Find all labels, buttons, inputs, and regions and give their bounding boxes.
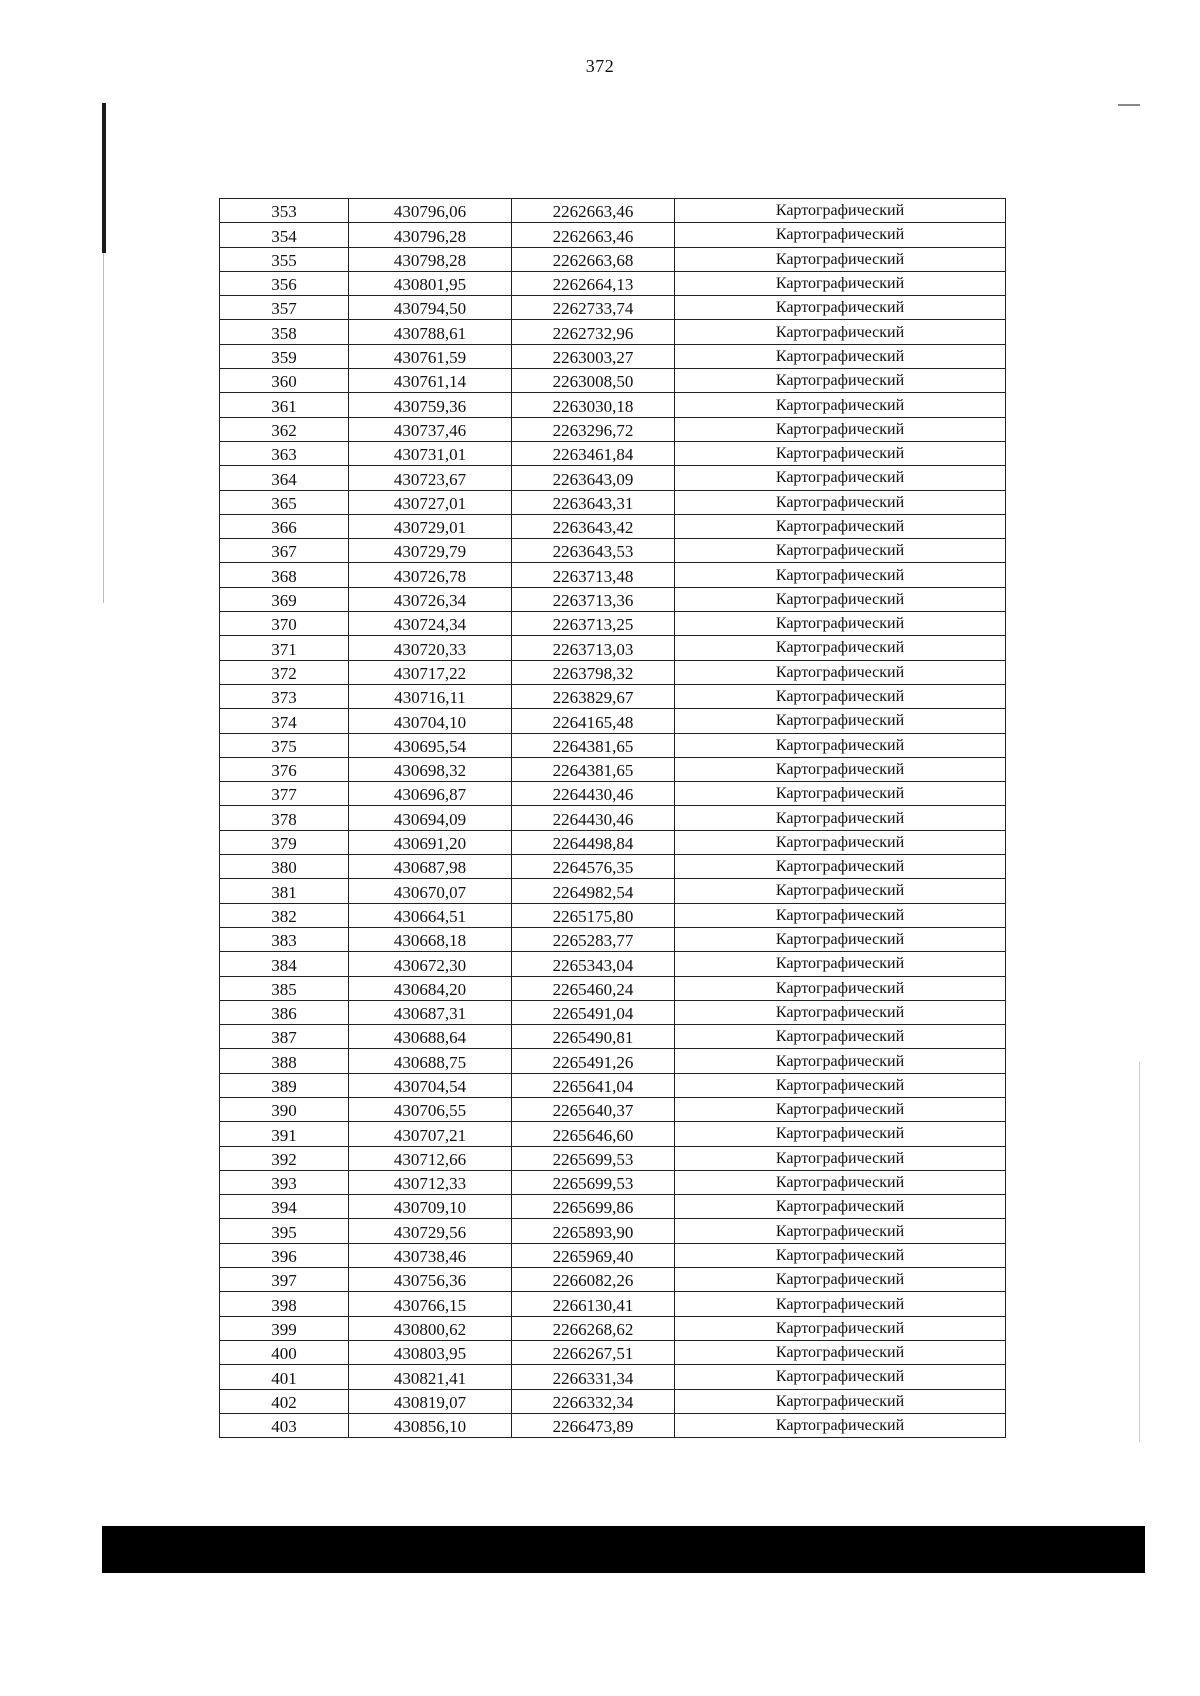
table-row [220, 1316, 1006, 1340]
table-row [220, 952, 1006, 976]
point-number-cell: 370 [220, 612, 349, 636]
table-row [220, 1413, 1006, 1437]
y-coordinate-cell: 2265969,40 [512, 1243, 675, 1267]
method-cell: Картографический [675, 1146, 1006, 1170]
method-cell: Картографический [675, 514, 1006, 538]
x-coordinate-cell: 430737,46 [349, 417, 512, 441]
method-cell: Картографический [675, 320, 1006, 344]
y-coordinate-cell: 2265640,37 [512, 1097, 675, 1121]
coordinates-table-body [220, 199, 1006, 1438]
method-cell: Картографический [675, 1268, 1006, 1292]
method-cell: Картографический [675, 903, 1006, 927]
y-coordinate-cell: 2264498,84 [512, 830, 675, 854]
point-number-cell: 380 [220, 855, 349, 879]
table-row [220, 757, 1006, 781]
table-row [220, 344, 1006, 368]
scan-edge-mark-left [102, 103, 106, 253]
point-number-cell: 391 [220, 1122, 349, 1146]
point-number-cell: 357 [220, 296, 349, 320]
point-number-cell: 385 [220, 976, 349, 1000]
method-cell: Картографический [675, 1000, 1006, 1024]
y-coordinate-cell: 2266082,26 [512, 1268, 675, 1292]
method-cell: Картографический [675, 612, 1006, 636]
table-row [220, 733, 1006, 757]
y-coordinate-cell: 2263296,72 [512, 417, 675, 441]
x-coordinate-cell: 430695,54 [349, 733, 512, 757]
table-row [220, 709, 1006, 733]
point-number-cell: 361 [220, 393, 349, 417]
method-cell: Картографический [675, 417, 1006, 441]
y-coordinate-cell: 2263643,09 [512, 466, 675, 490]
x-coordinate-cell: 430798,28 [349, 247, 512, 271]
table-row [220, 369, 1006, 393]
point-number-cell: 402 [220, 1389, 349, 1413]
y-coordinate-cell: 2262663,46 [512, 199, 675, 223]
table-row [220, 782, 1006, 806]
point-number-cell: 396 [220, 1243, 349, 1267]
table-row [220, 1243, 1006, 1267]
x-coordinate-cell: 430687,31 [349, 1000, 512, 1024]
table-row [220, 199, 1006, 223]
method-cell: Картографический [675, 1073, 1006, 1097]
y-coordinate-cell: 2262732,96 [512, 320, 675, 344]
y-coordinate-cell: 2263643,42 [512, 514, 675, 538]
table-row [220, 466, 1006, 490]
table-row [220, 1025, 1006, 1049]
y-coordinate-cell: 2265699,53 [512, 1146, 675, 1170]
x-coordinate-cell: 430712,33 [349, 1170, 512, 1194]
y-coordinate-cell: 2263798,32 [512, 660, 675, 684]
x-coordinate-cell: 430704,10 [349, 709, 512, 733]
table-row [220, 1122, 1006, 1146]
x-coordinate-cell: 430729,01 [349, 514, 512, 538]
point-number-cell: 403 [220, 1413, 349, 1437]
point-number-cell: 369 [220, 587, 349, 611]
y-coordinate-cell: 2263008,50 [512, 369, 675, 393]
method-cell: Картографический [675, 952, 1006, 976]
point-number-cell: 366 [220, 514, 349, 538]
point-number-cell: 394 [220, 1195, 349, 1219]
table-row [220, 587, 1006, 611]
x-coordinate-cell: 430684,20 [349, 976, 512, 1000]
x-coordinate-cell: 430707,21 [349, 1122, 512, 1146]
point-number-cell: 365 [220, 490, 349, 514]
y-coordinate-cell: 2265699,86 [512, 1195, 675, 1219]
y-coordinate-cell: 2266267,51 [512, 1340, 675, 1364]
x-coordinate-cell: 430694,09 [349, 806, 512, 830]
point-number-cell: 372 [220, 660, 349, 684]
table-row [220, 684, 1006, 708]
scan-edge-mark-left-faint [103, 253, 104, 603]
method-cell: Картографический [675, 782, 1006, 806]
coordinates-table [219, 198, 1006, 1438]
y-coordinate-cell: 2265283,77 [512, 927, 675, 951]
x-coordinate-cell: 430803,95 [349, 1340, 512, 1364]
point-number-cell: 354 [220, 223, 349, 247]
method-cell: Картографический [675, 806, 1006, 830]
redaction-bar [102, 1526, 1145, 1573]
x-coordinate-cell: 430706,55 [349, 1097, 512, 1121]
point-number-cell: 398 [220, 1292, 349, 1316]
table-row [220, 1365, 1006, 1389]
point-number-cell: 359 [220, 344, 349, 368]
table-row [220, 1292, 1006, 1316]
method-cell: Картографический [675, 1292, 1006, 1316]
table-row [220, 514, 1006, 538]
x-coordinate-cell: 430720,33 [349, 636, 512, 660]
point-number-cell: 371 [220, 636, 349, 660]
point-number-cell: 363 [220, 441, 349, 465]
x-coordinate-cell: 430672,30 [349, 952, 512, 976]
point-number-cell: 383 [220, 927, 349, 951]
method-cell: Картографический [675, 490, 1006, 514]
x-coordinate-cell: 430696,87 [349, 782, 512, 806]
table-row [220, 855, 1006, 879]
method-cell: Картографический [675, 757, 1006, 781]
table-row [220, 490, 1006, 514]
table-row [220, 660, 1006, 684]
y-coordinate-cell: 2264982,54 [512, 879, 675, 903]
point-number-cell: 375 [220, 733, 349, 757]
method-cell: Картографический [675, 1025, 1006, 1049]
x-coordinate-cell: 430796,06 [349, 199, 512, 223]
method-cell: Картографический [675, 709, 1006, 733]
method-cell: Картографический [675, 247, 1006, 271]
table-row [220, 636, 1006, 660]
point-number-cell: 382 [220, 903, 349, 927]
x-coordinate-cell: 430668,18 [349, 927, 512, 951]
point-number-cell: 362 [220, 417, 349, 441]
method-cell: Картографический [675, 1243, 1006, 1267]
x-coordinate-cell: 430664,51 [349, 903, 512, 927]
point-number-cell: 388 [220, 1049, 349, 1073]
y-coordinate-cell: 2262663,68 [512, 247, 675, 271]
scan-edge-mark-right [1139, 1062, 1140, 1442]
y-coordinate-cell: 2265893,90 [512, 1219, 675, 1243]
y-coordinate-cell: 2265343,04 [512, 952, 675, 976]
method-cell: Картографический [675, 1097, 1006, 1121]
point-number-cell: 376 [220, 757, 349, 781]
method-cell: Картографический [675, 466, 1006, 490]
y-coordinate-cell: 2265175,80 [512, 903, 675, 927]
table-row [220, 806, 1006, 830]
x-coordinate-cell: 430738,46 [349, 1243, 512, 1267]
y-coordinate-cell: 2263713,48 [512, 563, 675, 587]
table-row [220, 441, 1006, 465]
y-coordinate-cell: 2263643,53 [512, 539, 675, 563]
x-coordinate-cell: 430729,56 [349, 1219, 512, 1243]
y-coordinate-cell: 2263461,84 [512, 441, 675, 465]
point-number-cell: 367 [220, 539, 349, 563]
x-coordinate-cell: 430801,95 [349, 271, 512, 295]
table-row [220, 1146, 1006, 1170]
y-coordinate-cell: 2265491,04 [512, 1000, 675, 1024]
table-row [220, 271, 1006, 295]
point-number-cell: 368 [220, 563, 349, 587]
method-cell: Картографический [675, 1389, 1006, 1413]
method-cell: Картографический [675, 563, 1006, 587]
table-row [220, 1097, 1006, 1121]
table-row [220, 1340, 1006, 1364]
method-cell: Картографический [675, 223, 1006, 247]
x-coordinate-cell: 430731,01 [349, 441, 512, 465]
table-row [220, 903, 1006, 927]
x-coordinate-cell: 430670,07 [349, 879, 512, 903]
x-coordinate-cell: 430756,36 [349, 1268, 512, 1292]
y-coordinate-cell: 2265490,81 [512, 1025, 675, 1049]
point-number-cell: 390 [220, 1097, 349, 1121]
point-number-cell: 360 [220, 369, 349, 393]
x-coordinate-cell: 430729,79 [349, 539, 512, 563]
table-row [220, 247, 1006, 271]
method-cell: Картографический [675, 1122, 1006, 1146]
point-number-cell: 387 [220, 1025, 349, 1049]
table-row [220, 1170, 1006, 1194]
x-coordinate-cell: 430819,07 [349, 1389, 512, 1413]
table-row [220, 830, 1006, 854]
point-number-cell: 373 [220, 684, 349, 708]
y-coordinate-cell: 2265641,04 [512, 1073, 675, 1097]
point-number-cell: 392 [220, 1146, 349, 1170]
method-cell: Картографический [675, 1413, 1006, 1437]
point-number-cell: 358 [220, 320, 349, 344]
y-coordinate-cell: 2264381,65 [512, 757, 675, 781]
y-coordinate-cell: 2263829,67 [512, 684, 675, 708]
method-cell: Картографический [675, 636, 1006, 660]
x-coordinate-cell: 430709,10 [349, 1195, 512, 1219]
method-cell: Картографический [675, 539, 1006, 563]
y-coordinate-cell: 2264576,35 [512, 855, 675, 879]
method-cell: Картографический [675, 587, 1006, 611]
table-row [220, 539, 1006, 563]
x-coordinate-cell: 430688,64 [349, 1025, 512, 1049]
method-cell: Картографический [675, 660, 1006, 684]
table-row [220, 1049, 1006, 1073]
table-row [220, 223, 1006, 247]
point-number-cell: 386 [220, 1000, 349, 1024]
y-coordinate-cell: 2266268,62 [512, 1316, 675, 1340]
x-coordinate-cell: 430687,98 [349, 855, 512, 879]
y-coordinate-cell: 2263713,25 [512, 612, 675, 636]
table-row [220, 976, 1006, 1000]
point-number-cell: 381 [220, 879, 349, 903]
y-coordinate-cell: 2262733,74 [512, 296, 675, 320]
method-cell: Картографический [675, 1316, 1006, 1340]
table-row [220, 879, 1006, 903]
x-coordinate-cell: 430724,34 [349, 612, 512, 636]
x-coordinate-cell: 430856,10 [349, 1413, 512, 1437]
x-coordinate-cell: 430691,20 [349, 830, 512, 854]
method-cell: Картографический [675, 344, 1006, 368]
point-number-cell: 401 [220, 1365, 349, 1389]
x-coordinate-cell: 430712,66 [349, 1146, 512, 1170]
x-coordinate-cell: 430716,11 [349, 684, 512, 708]
y-coordinate-cell: 2265699,53 [512, 1170, 675, 1194]
x-coordinate-cell: 430796,28 [349, 223, 512, 247]
method-cell: Картографический [675, 393, 1006, 417]
y-coordinate-cell: 2263713,36 [512, 587, 675, 611]
method-cell: Картографический [675, 855, 1006, 879]
point-number-cell: 379 [220, 830, 349, 854]
table-row [220, 612, 1006, 636]
method-cell: Картографический [675, 271, 1006, 295]
point-number-cell: 364 [220, 466, 349, 490]
x-coordinate-cell: 430759,36 [349, 393, 512, 417]
y-coordinate-cell: 2263030,18 [512, 393, 675, 417]
table-row [220, 1073, 1006, 1097]
method-cell: Картографический [675, 1219, 1006, 1243]
y-coordinate-cell: 2263643,31 [512, 490, 675, 514]
x-coordinate-cell: 430723,67 [349, 466, 512, 490]
y-coordinate-cell: 2265460,24 [512, 976, 675, 1000]
method-cell: Картографический [675, 1365, 1006, 1389]
point-number-cell: 397 [220, 1268, 349, 1292]
page-number: 372 [585, 56, 615, 76]
table-row [220, 1389, 1006, 1413]
y-coordinate-cell: 2265491,26 [512, 1049, 675, 1073]
x-coordinate-cell: 430766,15 [349, 1292, 512, 1316]
scan-edge-mark-top-right [1118, 104, 1140, 106]
y-coordinate-cell: 2264381,65 [512, 733, 675, 757]
method-cell: Картографический [675, 296, 1006, 320]
table-row [220, 320, 1006, 344]
point-number-cell: 378 [220, 806, 349, 830]
point-number-cell: 389 [220, 1073, 349, 1097]
table-row [220, 1219, 1006, 1243]
y-coordinate-cell: 2266473,89 [512, 1413, 675, 1437]
x-coordinate-cell: 430761,59 [349, 344, 512, 368]
table-row [220, 1000, 1006, 1024]
y-coordinate-cell: 2266130,41 [512, 1292, 675, 1316]
method-cell: Картографический [675, 733, 1006, 757]
method-cell: Картографический [675, 1049, 1006, 1073]
y-coordinate-cell: 2263003,27 [512, 344, 675, 368]
method-cell: Картографический [675, 684, 1006, 708]
method-cell: Картографический [675, 976, 1006, 1000]
point-number-cell: 355 [220, 247, 349, 271]
table-row [220, 417, 1006, 441]
y-coordinate-cell: 2264430,46 [512, 806, 675, 830]
y-coordinate-cell: 2262664,13 [512, 271, 675, 295]
table-row [220, 393, 1006, 417]
y-coordinate-cell: 2265646,60 [512, 1122, 675, 1146]
x-coordinate-cell: 430726,78 [349, 563, 512, 587]
method-cell: Картографический [675, 879, 1006, 903]
y-coordinate-cell: 2262663,46 [512, 223, 675, 247]
method-cell: Картографический [675, 199, 1006, 223]
method-cell: Картографический [675, 1195, 1006, 1219]
x-coordinate-cell: 430698,32 [349, 757, 512, 781]
table-row [220, 563, 1006, 587]
point-number-cell: 400 [220, 1340, 349, 1364]
table-row [220, 296, 1006, 320]
point-number-cell: 374 [220, 709, 349, 733]
method-cell: Картографический [675, 441, 1006, 465]
method-cell: Картографический [675, 369, 1006, 393]
point-number-cell: 356 [220, 271, 349, 295]
x-coordinate-cell: 430821,41 [349, 1365, 512, 1389]
point-number-cell: 384 [220, 952, 349, 976]
method-cell: Картографический [675, 830, 1006, 854]
point-number-cell: 377 [220, 782, 349, 806]
x-coordinate-cell: 430717,22 [349, 660, 512, 684]
x-coordinate-cell: 430761,14 [349, 369, 512, 393]
table-row [220, 927, 1006, 951]
point-number-cell: 395 [220, 1219, 349, 1243]
x-coordinate-cell: 430788,61 [349, 320, 512, 344]
x-coordinate-cell: 430727,01 [349, 490, 512, 514]
method-cell: Картографический [675, 1340, 1006, 1364]
y-coordinate-cell: 2264165,48 [512, 709, 675, 733]
method-cell: Картографический [675, 927, 1006, 951]
x-coordinate-cell: 430704,54 [349, 1073, 512, 1097]
x-coordinate-cell: 430794,50 [349, 296, 512, 320]
x-coordinate-cell: 430726,34 [349, 587, 512, 611]
method-cell: Картографический [675, 1170, 1006, 1194]
point-number-cell: 399 [220, 1316, 349, 1340]
point-number-cell: 393 [220, 1170, 349, 1194]
y-coordinate-cell: 2266331,34 [512, 1365, 675, 1389]
table-row [220, 1268, 1006, 1292]
table-row [220, 1195, 1006, 1219]
y-coordinate-cell: 2263713,03 [512, 636, 675, 660]
y-coordinate-cell: 2264430,46 [512, 782, 675, 806]
x-coordinate-cell: 430688,75 [349, 1049, 512, 1073]
x-coordinate-cell: 430800,62 [349, 1316, 512, 1340]
y-coordinate-cell: 2266332,34 [512, 1389, 675, 1413]
point-number-cell: 353 [220, 199, 349, 223]
